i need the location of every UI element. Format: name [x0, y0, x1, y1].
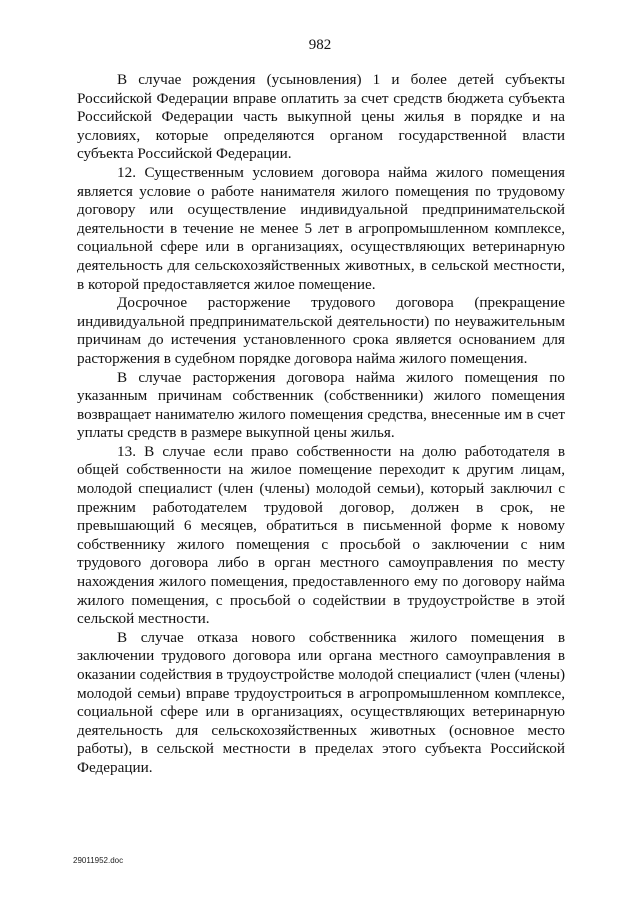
page-number: 982 — [308, 37, 332, 53]
paragraph-13-ownership-transfer: 13. В случае если право собственности на долю работодателя в общей собственности на жилое помещение переходит к другим лицам, молодой специалист (член (члены) молодой семьи), который заключил с прежним работодателем трудовой договор, должен в срок, не превышающий 6 месяцев, обратиться в письменной форме к новому собственнику жилого помещения с просьбой о заключении с ним трудового договора либо в орган местного самоуправления по месту нахождения жилого помещения, предоставленного ему по договору найма жилого помещения, с просьбой о содействии в трудоустройстве в этой сельской местности. — [77, 442, 565, 628]
file-name-footer: 29011952.doc — [73, 856, 124, 865]
paragraph-early-termination: Досрочное расторжение трудового договора (прекращение индивидуальной предпринимательской деятельности) по неуважительным причинам до истечения установленного срока является основанием для расторжения в судебном порядке договора найма жилого помещения. — [77, 294, 565, 367]
document-body — [77, 71, 565, 778]
paragraph-refund: В случае расторжения договора найма жилого помещения по указанным причинам собственник (собственники) жилого помещения возвращает нанимателю жилого помещения средства, внесенные им в счет уплаты средств в размере выкупной цены жилья. — [77, 368, 565, 442]
paragraph-birth-payment: В случае рождения (усыновления) 1 и более детей субъекты Российской Федерации вправе оплатить за счет средств бюджета субъекта Российской Федерации часть выкупной цены жилья в порядке и на условиях, которые определяются органом государственной власти субъекта Российской Федерации. — [77, 71, 565, 163]
paragraph-12-condition: 12. Существенным условием договора найма жилого помещения является условие о работе нанимателя жилого помещения по трудовому договору или осуществление индивидуальной предпринимательской деятельности в течение не менее 5 лет в агропромышленном комплексе, социальной сфере или в организациях, осуществляющих ветеринарную деятельность для сельскохозяйственных животных, в сельской местности, в которой предоставляется жилое помещение. — [77, 163, 565, 293]
paragraph-refusal: В случае отказа нового собственника жилого помещения в заключении трудового договора или органа местного самоуправления в оказании содействия в трудоустройстве молодой специалист (член (члены) молодой семьи) вправе трудоустроиться в агропромышленном комплексе, социальной сфере или в организациях, осуществляющих ветеринарную деятельность для сельскохозяйственных животных (основное место работы), в сельской местности в пределах этого субъекта Российской Федерации. — [77, 628, 565, 776]
